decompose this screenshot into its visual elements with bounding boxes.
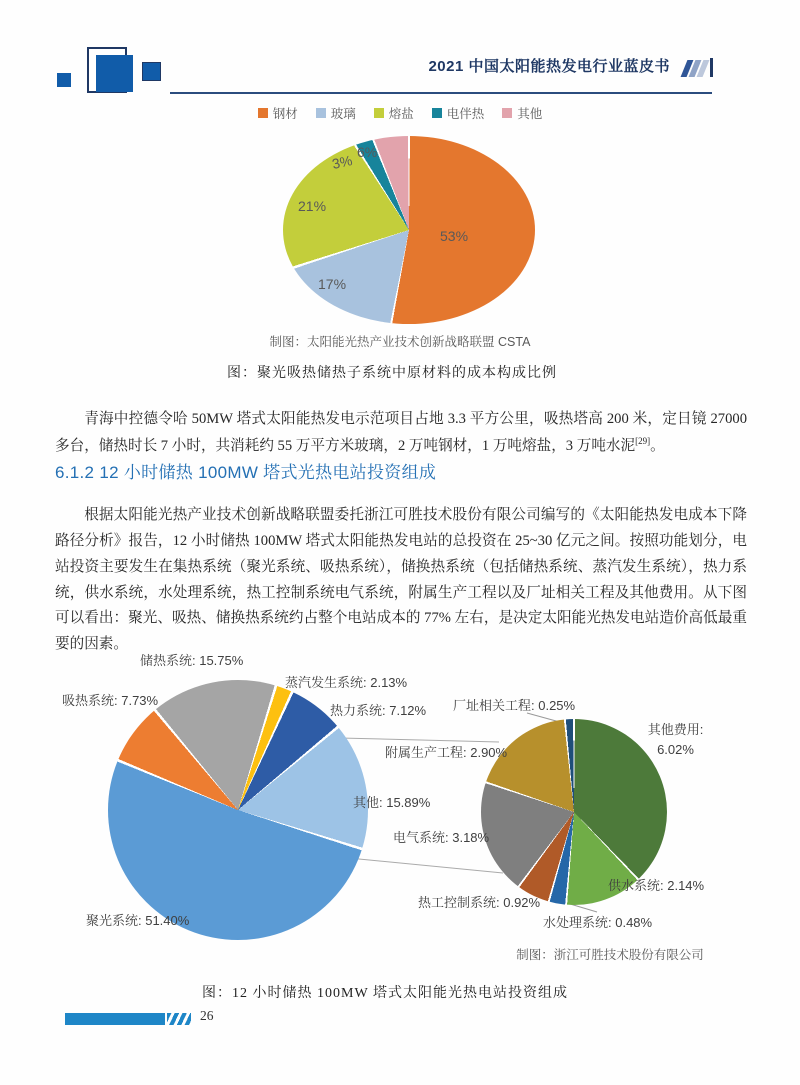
citation-ref: [29] bbox=[635, 435, 651, 446]
materials-cost-pie-chart bbox=[283, 136, 535, 324]
legend-swatch bbox=[258, 108, 268, 118]
legend-item bbox=[258, 104, 298, 122]
chart2-source: 制图：浙江可胜技术股份有限公司 bbox=[516, 948, 704, 962]
label-electrical-system: 电气系统: 3.18% bbox=[393, 830, 490, 845]
legend-label: 其他 bbox=[517, 107, 543, 121]
pie1-label-salt: 21% bbox=[298, 198, 327, 214]
paragraph-investment-composition: 根据太阳能光热产业技术创新战略联盟委托浙江可胜技术股份有限公司编写的《太阳能热发电成本下降路径分析》报告，12 小时储热 100MW 塔式太阳能热发电站的总投资在 25~30 亿元之间。按照功能划分，电站投资主要发生在集热系统（聚光系统、吸热系统），储换热系统（包括储热系统、蒸汽发生系统），热力系统，供水系统，水处理系统，热工控制系统电气系统，附属生产工程以及厂址相关工程及其他费用。从下图可以看出：聚光、吸热、储换热系统约占整个电站成本的 77% 左右，是决定太阳能光热发电站造价高低最重要的因素。 bbox=[55, 506, 747, 653]
pie1-legend bbox=[0, 104, 800, 122]
pie1-label-heattrace: 3% bbox=[330, 152, 354, 172]
logo-big-square bbox=[96, 55, 133, 92]
label-site-works: 厂址相关工程: 0.25% bbox=[453, 698, 576, 713]
triple-slash-icon bbox=[684, 58, 715, 77]
chart1-caption: 图：聚光吸热储热子系统中原材料的成本构成比例 bbox=[227, 366, 557, 381]
chart1-source: 制图：太阳能光热产业技术创新战略联盟 CSTA bbox=[269, 335, 531, 349]
logo-small-square bbox=[57, 73, 71, 87]
paragraph-period: 。 bbox=[650, 437, 665, 454]
legend-label: 玻璃 bbox=[330, 107, 356, 121]
pie1-label-steel: 53% bbox=[440, 228, 469, 244]
chart2-caption: 图：12 小时储热 100MW 塔式太阳能光热电站投资组成 bbox=[202, 986, 568, 1001]
label-water-treatment: 水处理系统: 0.48% bbox=[543, 915, 653, 930]
label-other: 其他: 15.89% bbox=[353, 795, 431, 810]
label-thermal-system: 热力系统: 7.12% bbox=[330, 703, 427, 718]
label-thermal-control: 热工控制系统: 0.92% bbox=[418, 895, 541, 910]
label-steam-generation: 蒸汽发生系统: 2.13% bbox=[285, 675, 408, 690]
logo-right-square bbox=[142, 62, 161, 81]
label-water-supply: 供水系统: 2.14% bbox=[608, 878, 705, 893]
footer-slash-icon bbox=[167, 1013, 191, 1025]
page-number: 26 bbox=[200, 1008, 214, 1023]
document-title: 2021 中国太阳能热发电行业蓝皮书 bbox=[428, 58, 670, 75]
header-rule bbox=[170, 92, 712, 94]
label-auxiliary-works: 附属生产工程: 2.90% bbox=[385, 745, 508, 760]
legend-swatch bbox=[502, 108, 512, 118]
pie1-label-glass: 17% bbox=[318, 276, 347, 292]
pie1-label-other: 6% bbox=[357, 144, 378, 160]
label-concentrator-system: 聚光系统: 51.40% bbox=[86, 913, 190, 928]
legend-item bbox=[374, 104, 414, 122]
label-other-costs bbox=[628, 720, 723, 760]
paragraph-delingha-project bbox=[55, 407, 747, 460]
legend-label: 熔盐 bbox=[388, 107, 414, 121]
legend-label: 电伴热 bbox=[446, 107, 485, 121]
label-storage-system: 储热系统: 15.75% bbox=[140, 653, 244, 668]
paragraph-text: 青海中控德令哈 50MW 塔式太阳能热发电示范项目占地 3.3 平方公里，吸热塔高 200 米，定日镜 27000 多台，储热时长 7 小时，共消耗约 55 万平方米玻璃，2 万吨钢材，1 万吨熔盐，3 万吨水泥 bbox=[55, 410, 747, 454]
legend-item bbox=[432, 104, 485, 122]
investment-pie-charts bbox=[40, 645, 760, 945]
legend-swatch bbox=[316, 108, 326, 118]
legend-swatch bbox=[432, 108, 442, 118]
label-absorber-system: 吸热系统: 7.73% bbox=[62, 693, 159, 708]
section-heading-6-1-2: 6.1.2 12 小时储热 100MW 塔式光热电站投资组成 bbox=[55, 463, 437, 482]
legend-item bbox=[502, 104, 542, 122]
legend-label: 钢材 bbox=[272, 107, 298, 121]
label-other-costs-line1: 其他费用: bbox=[647, 722, 704, 737]
legend-swatch bbox=[374, 108, 384, 118]
legend-item bbox=[316, 104, 356, 122]
investment-main-pie bbox=[108, 680, 368, 940]
footer-bar bbox=[65, 1013, 165, 1025]
label-other-costs-line2: 6.02% bbox=[657, 742, 694, 758]
